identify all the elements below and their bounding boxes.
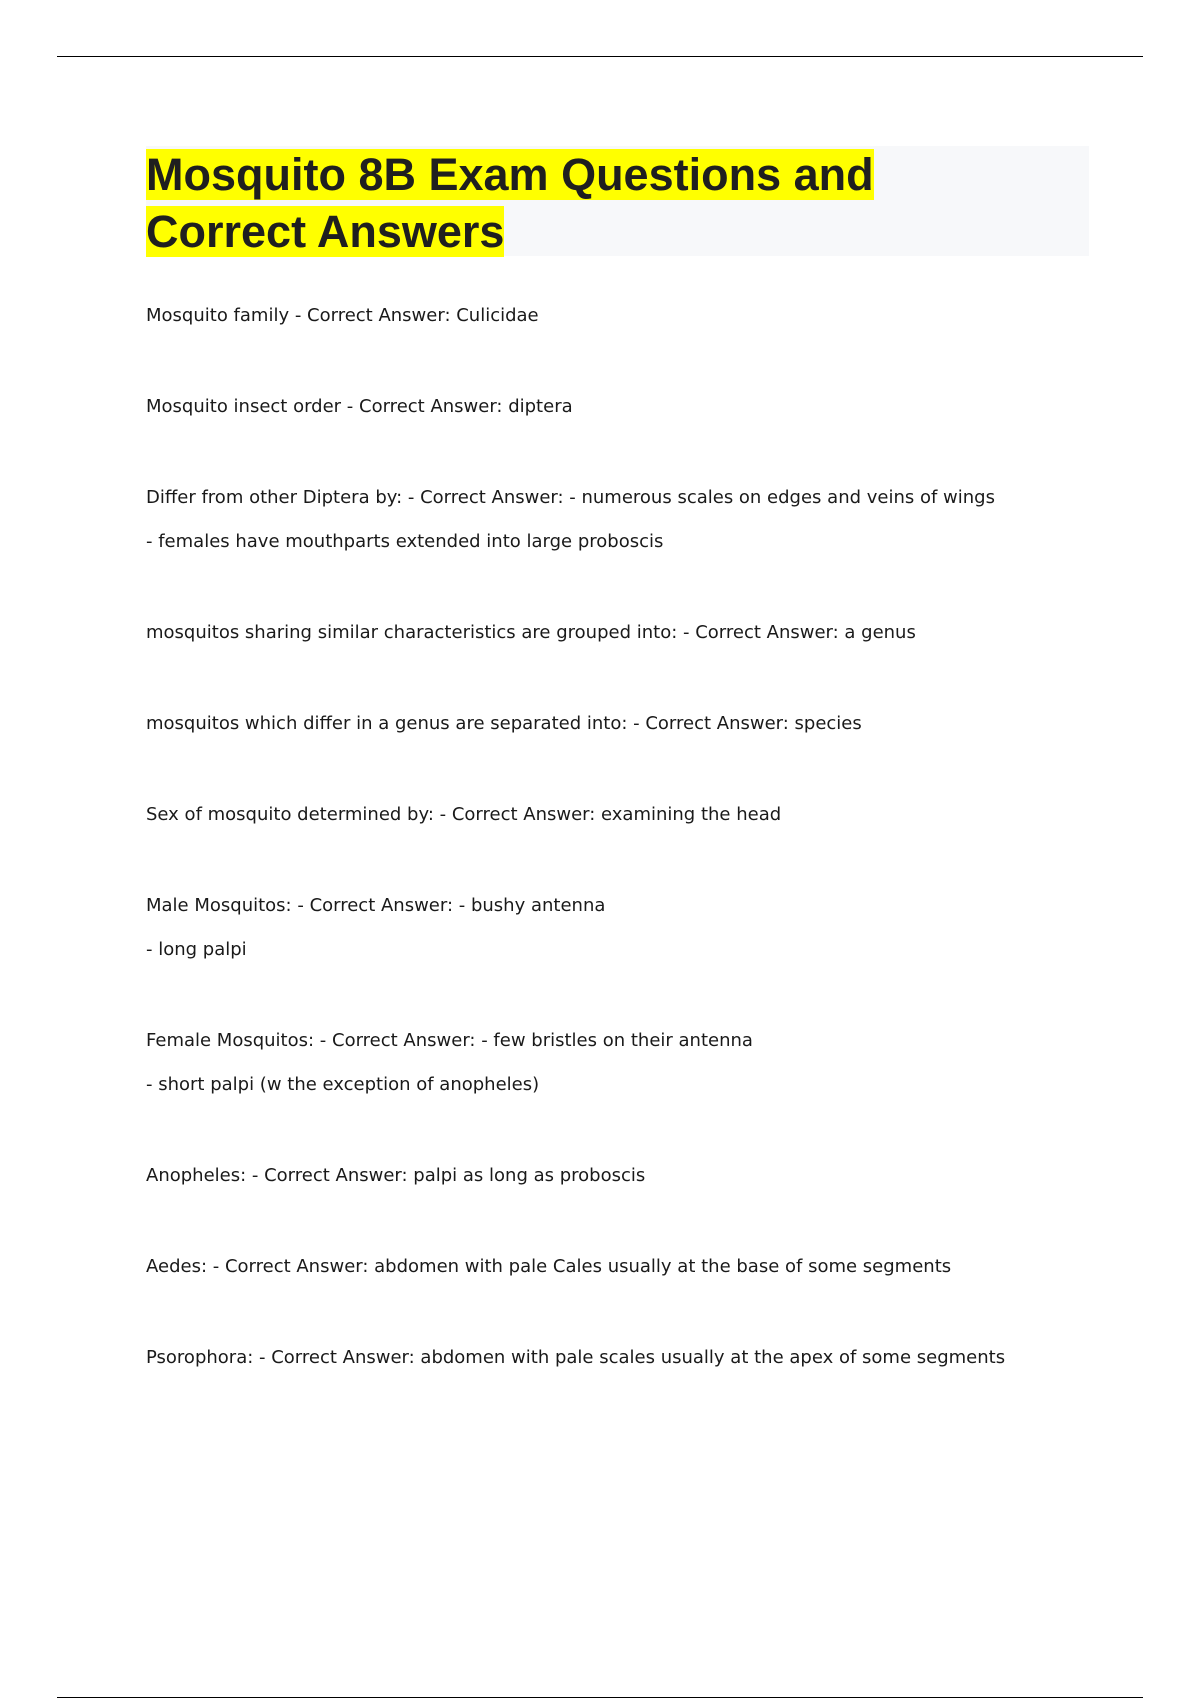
qa-spacer [146,346,1046,393]
qa-spacer [146,663,1046,710]
qa-spacer [146,845,1046,892]
qa-spacer [146,572,1046,619]
qa-question-line: Anopheles: - Correct Answer: palpi as long as proboscis [146,1165,646,1186]
qa-question-line: Psorophora: - Correct Answer: abdomen with pale scales usually at the apex of some segments [146,1347,1006,1368]
qa-answer-continuation: - long palpi [146,939,247,960]
qa-item [146,484,1046,619]
qa-item [146,393,1046,484]
qa-spacer [146,1115,1046,1162]
qa-spacer [146,754,1046,801]
qa-question-line: Aedes: - Correct Answer: abdomen with pale Cales usually at the base of some segments [146,1256,952,1277]
document-title [146,146,946,260]
qa-answer-continuation: - short palpi (w the exception of anopheles) [146,1074,540,1095]
title-highlight: Mosquito 8B Exam Questions and Correct Answers [146,149,874,257]
qa-list [146,302,1046,1388]
qa-question-line: Mosquito insect order - Correct Answer: diptera [146,396,573,417]
qa-question-line: Sex of mosquito determined by: - Correct Answer: examining the head [146,804,782,825]
footer-rule [57,1697,1143,1698]
qa-item [146,892,1046,1027]
qa-spacer [146,437,1046,484]
qa-question-line: mosquitos sharing similar characteristics are grouped into: - Correct Answer: a genus [146,622,916,643]
qa-question-line: Mosquito family - Correct Answer: Culicidae [146,305,539,326]
header-rule [57,56,1143,57]
qa-spacer [146,1206,1046,1253]
qa-question-line: Differ from other Diptera by: - Correct Answer: - numerous scales on edges and veins of wings [146,487,995,508]
qa-item [146,302,1046,393]
qa-item [146,1027,1046,1162]
qa-item [146,1344,1046,1388]
qa-item [146,1162,1046,1253]
title-block [146,146,1089,256]
qa-item [146,1253,1046,1344]
qa-answer-continuation: - females have mouthparts extended into large proboscis [146,531,664,552]
qa-item [146,710,1046,801]
qa-item [146,801,1046,892]
qa-spacer [146,980,1046,1027]
qa-item [146,619,1046,710]
qa-spacer [146,1297,1046,1344]
qa-question-line: Male Mosquitos: - Correct Answer: - bushy antenna [146,895,606,916]
qa-question-line: Female Mosquitos: - Correct Answer: - few bristles on their antenna [146,1030,753,1051]
qa-question-line: mosquitos which differ in a genus are separated into: - Correct Answer: species [146,713,862,734]
